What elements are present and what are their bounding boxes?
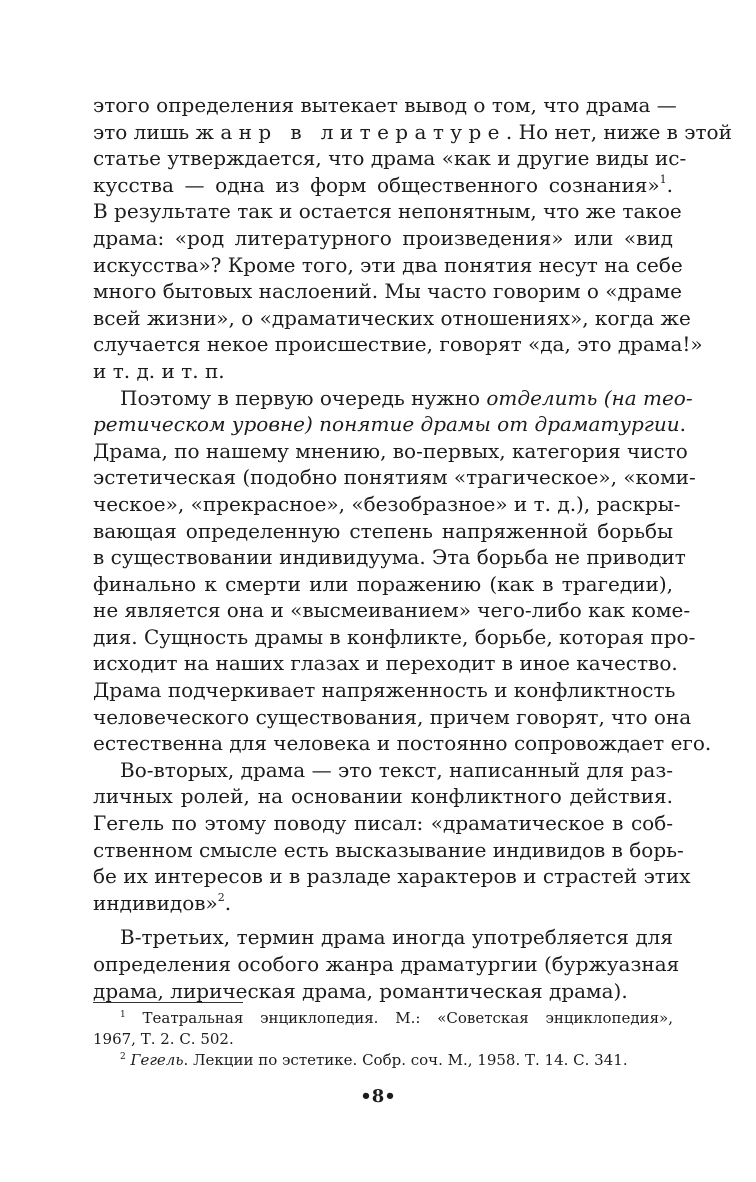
text-line: В-третьих, термин драма иногда употребляется для bbox=[120, 925, 673, 950]
text-line: ственном смысле есть высказывание индивидов в борь- bbox=[93, 837, 684, 862]
footnote-1-cont: 1967, Т. 2. С. 502. bbox=[93, 1030, 234, 1048]
spaced-emphasis: жанр в литературе bbox=[195, 119, 506, 144]
text-line: в существовании индивидуума. Эта борьба не приводит bbox=[93, 545, 686, 570]
text-line: кусства — одна из форм общественного сознания»$^1$. bbox=[93, 172, 673, 197]
footnote-divider bbox=[93, 1002, 243, 1003]
text-line: драма, лирическая драма, романтическая драма). bbox=[93, 978, 628, 1003]
text-line: не является она и «высмеиванием» чего-либо как коме- bbox=[93, 598, 691, 623]
text-line: статье утверждается, что драма «как и другие виды ис- bbox=[93, 146, 687, 171]
text-line: это лишь жанр в литературе. Но нет, ниже в этой bbox=[93, 119, 732, 144]
footnote-number: 2 bbox=[120, 1052, 126, 1062]
text-line: финально к смерти или поражению (как в трагедии), bbox=[93, 571, 673, 596]
footnotes bbox=[93, 1008, 673, 1071]
text-line: Поэтому в первую очередь нужно отделить (на тео- bbox=[120, 385, 693, 410]
text-line: исходит на наших глазах и переходит в иное качество. bbox=[93, 651, 678, 676]
text-line: искусства»? Кроме того, эти два понятия несут на себе bbox=[93, 252, 683, 277]
text-line: естественна для человека и постоянно сопровождает его. bbox=[93, 731, 712, 756]
text-line: ческое», «прекрасное», «безобразное» и т. д.), раскры- bbox=[93, 491, 681, 516]
text-line: В результате так и остается непонятным, что же такое bbox=[93, 199, 682, 224]
text-line: личных ролей, на основании конфликтного действия. bbox=[93, 784, 673, 809]
text-line: много бытовых наслоений. Мы часто говорим о «драме bbox=[93, 279, 682, 304]
text-line: Во-вторых, драма — это текст, написанный для раз- bbox=[120, 757, 673, 782]
text-line: человеческого существования, причем говорят, что она bbox=[93, 704, 692, 729]
text-line: этого определения вытекает вывод о том, что драма — bbox=[93, 93, 677, 117]
text-line: определения особого жанра драматургии (буржуазная bbox=[93, 952, 680, 976]
text-line: всей жизни», о «драматических отношениях», когда же bbox=[93, 305, 691, 330]
text-line: вающая определенную степень напряженной борьбы bbox=[93, 518, 673, 543]
italic-emphasis: ретическом уровне) понятие драмы от драматургии bbox=[93, 412, 680, 437]
text-line: эстетическая (подобно понятиям «трагическое», «коми- bbox=[93, 465, 696, 490]
footnote-number: 1 bbox=[120, 1010, 126, 1020]
text-line: Гегель по этому поводу писал: «драматическое в соб- bbox=[93, 811, 673, 836]
footnote-author: Гегель bbox=[130, 1051, 184, 1069]
text-line: и т. д. и т. п. bbox=[93, 358, 225, 383]
text-line: бе их интересов и в разладе характеров и страстей этих bbox=[93, 864, 691, 889]
text-line: Драма, по нашему мнению, во-первых, категория чисто bbox=[93, 438, 688, 463]
text-line: драма: «род литературного произведения» или «вид bbox=[93, 225, 673, 250]
main-text bbox=[93, 92, 732, 1004]
text-line: случается некое происшествие, говорят «да, это драма!» bbox=[93, 332, 703, 357]
italic-emphasis: отделить (на тео- bbox=[486, 385, 693, 410]
text-line: Драма подчеркивает напряженность и конфликтность bbox=[93, 678, 676, 703]
footnote-ref: 1 bbox=[659, 172, 667, 186]
text-line: дия. Сущность драмы в конфликте, борьбе, которая про- bbox=[93, 624, 696, 649]
footnote-2: $^2$ Гегель. Лекции по эстетике. Собр. соч. М., 1958. Т. 14. С. 341. bbox=[120, 1051, 628, 1069]
text-line: ретическом уровне) понятие драмы от драматургии. bbox=[93, 412, 687, 437]
footnote-ref: 2 bbox=[217, 890, 225, 904]
text-line: индивидов»$^2$. bbox=[93, 890, 232, 915]
footnote-1: $^1$ Театральная энциклопедия. М.: «Советская энциклопедия», bbox=[120, 1009, 673, 1027]
page-number: •8• bbox=[360, 1086, 396, 1107]
